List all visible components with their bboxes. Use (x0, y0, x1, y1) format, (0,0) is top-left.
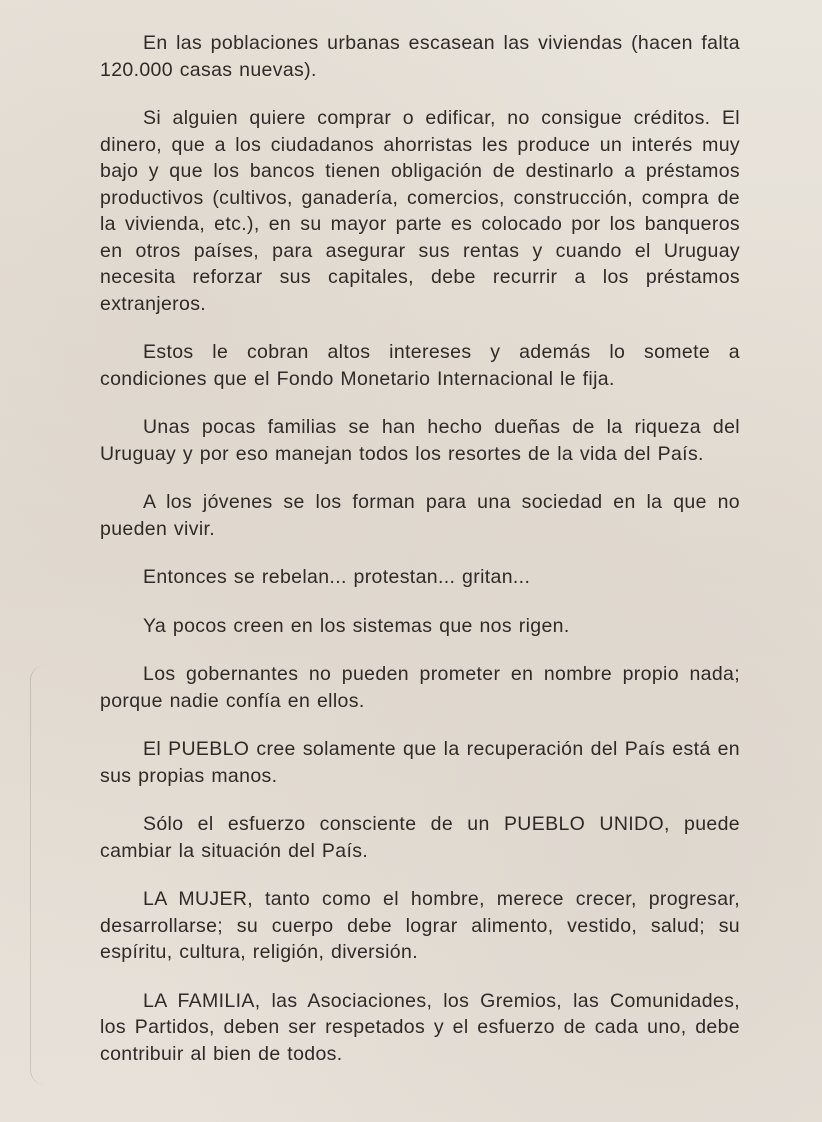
paragraph-credit: Si alguien quiere comprar o edificar, no consigue créditos. El dinero, que a los ciudadanos ahorristas les produce un interés muy bajo y que los bancos tienen obligación de destinarlo a préstamos productivos (cultivos, ganadería, comercios, construcción, compra de la vivienda, etc.), en su mayor parte es colocado por los banqueros en otros países, para asegurar sus rentas y cuando el Uruguay necesita reforzar sus capitales, debe recurrir a los préstamos extranjeros. (100, 107, 740, 315)
paragraph-woman: LA MUJER, tanto como el hombre, merece crecer, progresar, desarrollarse; su cuerpo debe lograr alimento, vestido, salud; su espíritu, cultura, religión, diversión. (100, 888, 740, 963)
paragraph-families: Unas pocas familias se han hecho dueñas de la riqueza del Uruguay y por eso manejan todos los resortes de la vida del País. (100, 416, 740, 465)
paragraph-family: LA FAMILIA, las Asociaciones, los Gremios, las Comunidades, los Partidos, deben ser respetados y el esfuerzo de cada uno, debe contribuir al bien de todos. (100, 989, 740, 1065)
paragraph-housing: En las poblaciones urbanas escasean las viviendas (hacen falta 120.000 casas nuevas). (100, 32, 740, 81)
paragraph-youth: A los jóvenes se los forman para una sociedad en la que no pueden vivir. (100, 491, 740, 540)
paragraph-pueblo: El PUEBLO cree solamente que la recuperación del País está en sus propias manos. (100, 738, 740, 787)
paragraph-systems: Ya pocos creen en los sistemas que nos rigen. (143, 614, 570, 637)
paragraph-governors: Los gobernantes no pueden prometer en nombre propio nada; porque nadie confía en ellos. (100, 663, 740, 712)
paper-crease (30, 665, 45, 1085)
body-text (100, 30, 740, 1089)
paragraph-interest: Estos le cobran altos intereses y además lo somete a condiciones que el Fondo Monetario Internacional le fija. (100, 341, 740, 390)
paragraph-united: Sólo el esfuerzo consciente de un PUEBLO UNIDO, puede cambiar la situación del País. (100, 813, 740, 862)
paragraph-rebel: Entonces se rebelan... protestan... gritan... (143, 566, 531, 588)
